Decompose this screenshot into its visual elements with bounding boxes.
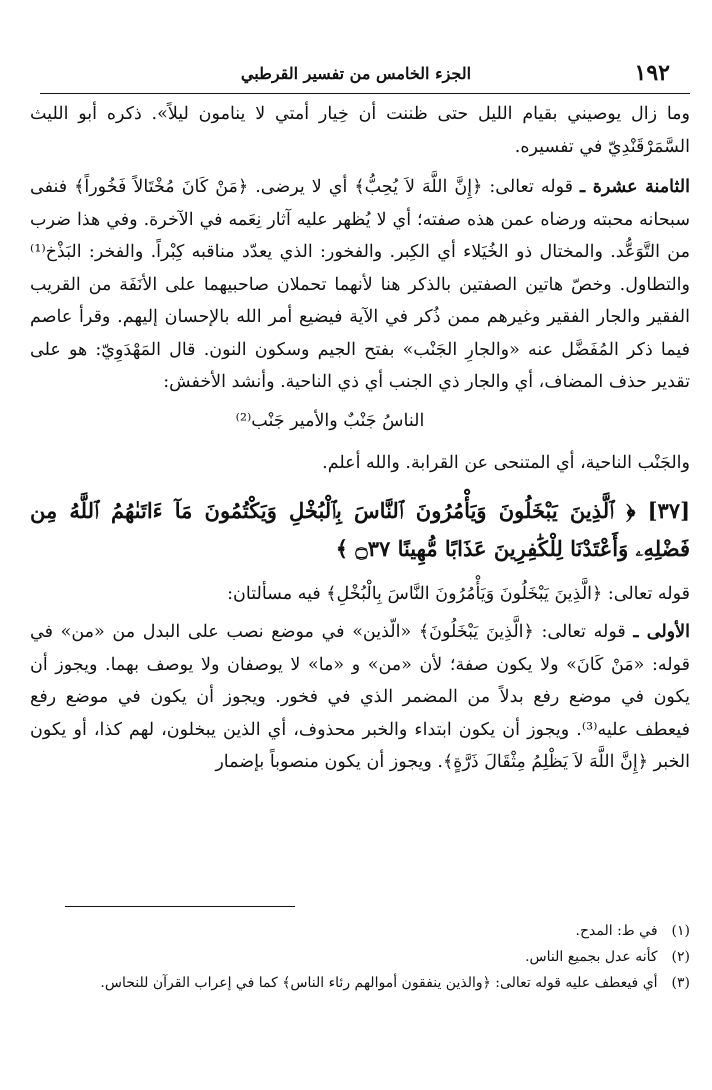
footnote-number: (٢) — [671, 949, 690, 965]
footnotes — [30, 918, 690, 996]
quran-verse — [30, 492, 690, 568]
footnote-rule — [65, 906, 295, 907]
verse-number: [٣٧] — [647, 497, 690, 523]
page-number: ١٩٢ — [634, 60, 670, 86]
section-heading: الثامنة عشرة ـ — [580, 177, 690, 197]
paragraph — [30, 171, 690, 399]
paragraph: قوله تعالى: ﴿الَّذِينَ يَبْخَلُونَ وَيَأْمُرُونَ النَّاسَ بِالْبُخْلِ﴾ فيه مسألتان: — [227, 583, 690, 604]
footnote-number: (١) — [671, 923, 690, 939]
footnote — [30, 944, 690, 970]
footnote-text: أي فيعطف عليه قوله تعالى: ﴿والذين ينفقون أموالهم رئاء الناس﴾ كما في إعراب القرآن للنحاس. — [100, 975, 658, 991]
header-rule — [40, 93, 690, 94]
footnote-number: (٣) — [671, 975, 690, 991]
poetry-verse: الناسُ جَنْبٌ والأمير جَنْب⁽²⁾ — [235, 410, 425, 431]
main-text — [30, 98, 690, 779]
paragraph-text: قوله تعالى: ﴿إِنَّ اللَّهَ لاَ يُحِبُّ﴾ أي لا يرضى. ﴿مَنْ كَانَ مُخْتَالاً فَخُوراً﴾ فنفى سبحانه محبته ورضاه عمن هذه صفته؛ أي لا يُظهر عليه آثار نِعَمه في الآخرة. وفي هذا ضرب من التَّوَعُّد. والمختال ذو الخُيَلاء أي الكِبر. والفخور: الذي يعدّد مناقبه كِبْراً. والفخر: البَذْخ⁽¹⁾ والتطاول. وخصّ هاتين الصفتين بالذكر هنا لأنهما تحملان صاحبيهما على الأنَفَة من القريب الفقير والجار الفقير وغيرهم ممن ذُكر في الآية فيضيع أمر الله بالإحسان إليهم. وقرأ عاصم فيما ذكر المُفَضَّل عنه «والجارِ الجَنْب» بفتح الجيم وسكون النون. قال المَهْدَوِيّ: هو على تقدير حذف المضاف، أي والجار ذي الجنب أي ذي الناحية. وأنشد الأخفش: — [30, 177, 690, 392]
paragraph-text: قوله تعالى: ﴿الَّذِينَ يَبْخَلُونَ﴾ «الّذين» في موضع نصب على البدل من «من» في قوله: «مَنْ كَانَ» ولا يكون صفة؛ لأن «من» و «ما» لا يوصفان ولا يوصف بهما. ويجوز أن يكون في موضع رفع بدلاً من المضمر الذي في فخور. ويجوز أن يكون في موضع رفع فيعطف عليه⁽³⁾. ويجوز أن يكون ابتداء والخبر محذوف، أي الذين يبخلون، لهم كذا، أو يكون الخبر ﴿إِنَّ اللَّهَ لاَ يَظْلِمُ مِثْقَالَ ذَرَّةٍ﴾. ويجوز أن يكون منصوباً بإضمار — [30, 622, 690, 772]
page-header — [20, 60, 692, 90]
footnote — [30, 970, 690, 996]
paragraph — [30, 616, 690, 779]
footnote-text: كأنه عدل بجميع الناس. — [525, 949, 658, 965]
footnote — [30, 918, 690, 944]
running-title: الجزء الخامس من تفسير القرطبي — [240, 64, 472, 83]
footnote-text: في ط: المدح. — [575, 923, 658, 939]
section-heading: الأولى ـ — [633, 622, 690, 642]
paragraph: وما زال يوصيني بقيام الليل حتى ظننت أن خِيار أمتي لا ينامون ليلاً». ذكره أبو الليث السَّمَرْقَنْدِيّ في تفسيره. — [30, 104, 690, 157]
paragraph: والجَنْب الناحية، أي المتنحى عن القرابة. والله أعلم. — [322, 453, 690, 473]
verse-text: ﴿ ٱلَّذِينَ يَبْخَلُونَ وَيَأْمُرُونَ ٱلنَّاسَ بِٱلْبُخْلِ وَيَكْتُمُونَ مَآ ءَاتَىٰهُمُ ٱللَّهُ مِن فَضْلِهِۦ وَأَعْتَدْنَا لِلْكَٰفِرِينَ عَذَابًا مُّهِينًا ۝٣٧ ﴾ — [30, 497, 690, 561]
